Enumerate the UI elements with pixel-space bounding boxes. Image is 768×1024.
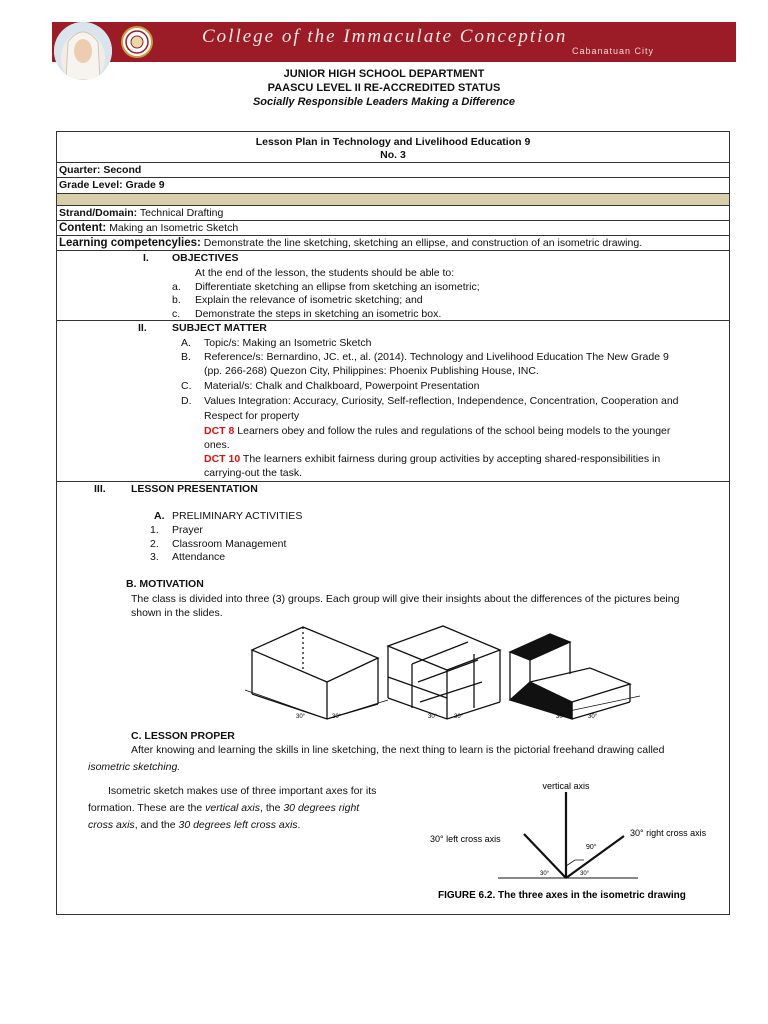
topic: Topic/s: Making an Isometric Sketch: [204, 337, 372, 349]
strand-label: Strand/Domain:: [59, 207, 138, 219]
angle-label: 30°: [588, 714, 598, 720]
lesson-proper-line1: After knowing and learning the skills in line sketching, the next thing to learn is the pictorial freehand drawing called: [131, 744, 665, 756]
left-axis-label: 30° left cross axis: [430, 834, 501, 844]
angle-label: 30°: [556, 714, 566, 720]
isometric-axes-figure: [418, 774, 718, 906]
lesson-proper-heading: C. LESSON PROPER: [131, 730, 235, 742]
subject-marker: B.: [181, 351, 191, 363]
prelim-marker: 2.: [150, 538, 159, 550]
department-title: JUNIOR HIGH SCHOOL DEPARTMENT: [283, 68, 485, 80]
dct10-line1: DCT 10 The learners exhibit fairness during group activities by accepting shared-responsibilities in: [204, 453, 661, 465]
subject-numeral: II.: [138, 322, 147, 334]
motto: Socially Responsible Leaders Making a Difference: [252, 96, 516, 108]
row-divider: [56, 235, 730, 236]
lesson-number: No. 3: [380, 149, 406, 161]
subject-marker: A.: [181, 337, 191, 349]
angle-label: 30°: [332, 714, 342, 720]
right-axis-label: 30° right cross axis: [630, 828, 707, 838]
isometric-desc-line3: cross axis, and the 30 degrees left cross axis.: [88, 819, 301, 831]
prelim-item: Classroom Management: [172, 538, 287, 550]
objectives-numeral: I.: [143, 252, 149, 264]
reference-line1: Reference/s: Bernardino, JC. et., al. (2014). Technology and Livelihood Education The New Grade 9: [204, 351, 669, 363]
dct8-line2: ones.: [204, 439, 230, 451]
prelim-marker: 1.: [150, 524, 159, 536]
prelim-item: Prayer: [172, 524, 203, 536]
objective-marker: c.: [172, 308, 181, 320]
college-seal-icon: [121, 26, 153, 58]
right-angle-label: 90°: [586, 844, 597, 851]
lesson-proper-line2: isometric sketching.: [88, 761, 181, 773]
objective-item: Differentiate sketching an ellipse from sketching an isometric;: [195, 281, 480, 293]
angle-label: 30°: [580, 871, 590, 877]
grade-level: Grade Level: Grade 9: [59, 179, 165, 191]
isometric-construction-box-icon: [388, 626, 500, 719]
motivation-line1: The class is divided into three (3) groups. Each group will give their insights about the differences of the pictures being: [131, 593, 680, 605]
college-city: Cabanatuan City: [571, 46, 654, 56]
angle-label: 30°: [428, 714, 438, 720]
college-banner: [52, 22, 736, 62]
vertical-axis-label: vertical axis: [542, 781, 590, 791]
angle-label: 30°: [296, 714, 306, 720]
row-divider: [56, 205, 730, 206]
presentation-numeral: III.: [94, 483, 106, 495]
lesson-title: Lesson Plan in Technology and Livelihood Education 9: [255, 136, 531, 148]
isometric-desc-line1: Isometric sketch makes use of three important axes for its: [108, 785, 377, 797]
materials: Material/s: Chalk and Chalkboard, Powerpoint Presentation: [204, 380, 480, 392]
college-name: College of the Immaculate Conception: [202, 26, 568, 47]
prelim-marker: 3.: [150, 551, 159, 563]
reference-line2: (pp. 266-268) Quezon City, Philippines: Phoenix Publishing House, INC.: [204, 365, 539, 377]
objective-marker: a.: [172, 281, 181, 293]
motivation-line2: shown in the slides.: [131, 607, 223, 619]
quarter: Quarter: Second: [59, 164, 142, 176]
isometric-step-block-icon: [510, 634, 640, 719]
prelim-marker: A.: [154, 510, 165, 522]
dct8-tag: DCT 8: [204, 425, 235, 437]
angle-label: 30°: [454, 714, 464, 720]
prelim-heading: PRELIMINARY ACTIVITIES: [172, 510, 303, 522]
isometric-desc-line2: formation. These are the vertical axis, the 30 degrees right: [88, 802, 360, 814]
values-line2: Respect for property: [204, 410, 300, 422]
strand-row: [59, 207, 223, 220]
subject-marker: C.: [181, 380, 192, 392]
competency-row: [59, 237, 642, 250]
figure-caption: FIGURE 6.2. The three axes in the isometric drawing: [438, 890, 686, 901]
dct10-tag: DCT 10: [204, 453, 241, 465]
objective-item: Explain the relevance of isometric sketching; and: [195, 294, 423, 306]
subject-marker: D.: [181, 395, 192, 407]
dct10-line2: carrying-out the task.: [204, 467, 303, 479]
shaded-row: [57, 194, 729, 205]
isometric-sample-drawings: [200, 622, 730, 724]
objective-item: Demonstrate the steps in sketching an isometric box.: [195, 308, 442, 320]
subject-heading: SUBJECT MATTER: [172, 322, 267, 334]
prelim-item: Attendance: [172, 551, 226, 563]
row-divider: [56, 250, 730, 251]
competency-label: Learning competencylies:: [59, 237, 201, 249]
row-divider: [56, 481, 730, 482]
objectives-heading: OBJECTIVES: [172, 252, 239, 264]
motivation-heading: B. MOTIVATION: [126, 578, 204, 590]
content-label: Content:: [59, 222, 107, 234]
angle-label: 30°: [540, 871, 550, 877]
content-value: Making an Isometric Sketch: [109, 222, 239, 234]
dct8-line1: DCT 8 Learners obey and follow the rules and regulations of the school being models to the younger: [204, 425, 671, 437]
row-divider: [56, 162, 730, 163]
accreditation-status: PAASCU LEVEL II RE-ACCREDITED STATUS: [267, 82, 501, 94]
objectives-intro: At the end of the lesson, the students should be able to:: [195, 267, 455, 279]
row-divider: [56, 177, 730, 178]
content-row: [59, 222, 238, 235]
isometric-box-outline-icon: [245, 627, 388, 719]
strand-value: Technical Drafting: [139, 207, 224, 219]
row-divider: [56, 220, 730, 221]
presentation-heading: LESSON PRESENTATION: [131, 483, 258, 495]
objective-marker: b.: [172, 294, 181, 306]
values-line1: Values Integration: Accuracy, Curiosity, Self-reflection, Independence, Concentration, Cooperation and: [204, 395, 679, 407]
competency-value: Demonstrate the line sketching, sketching an ellipse, and construction of an isometric drawing.: [203, 237, 643, 249]
